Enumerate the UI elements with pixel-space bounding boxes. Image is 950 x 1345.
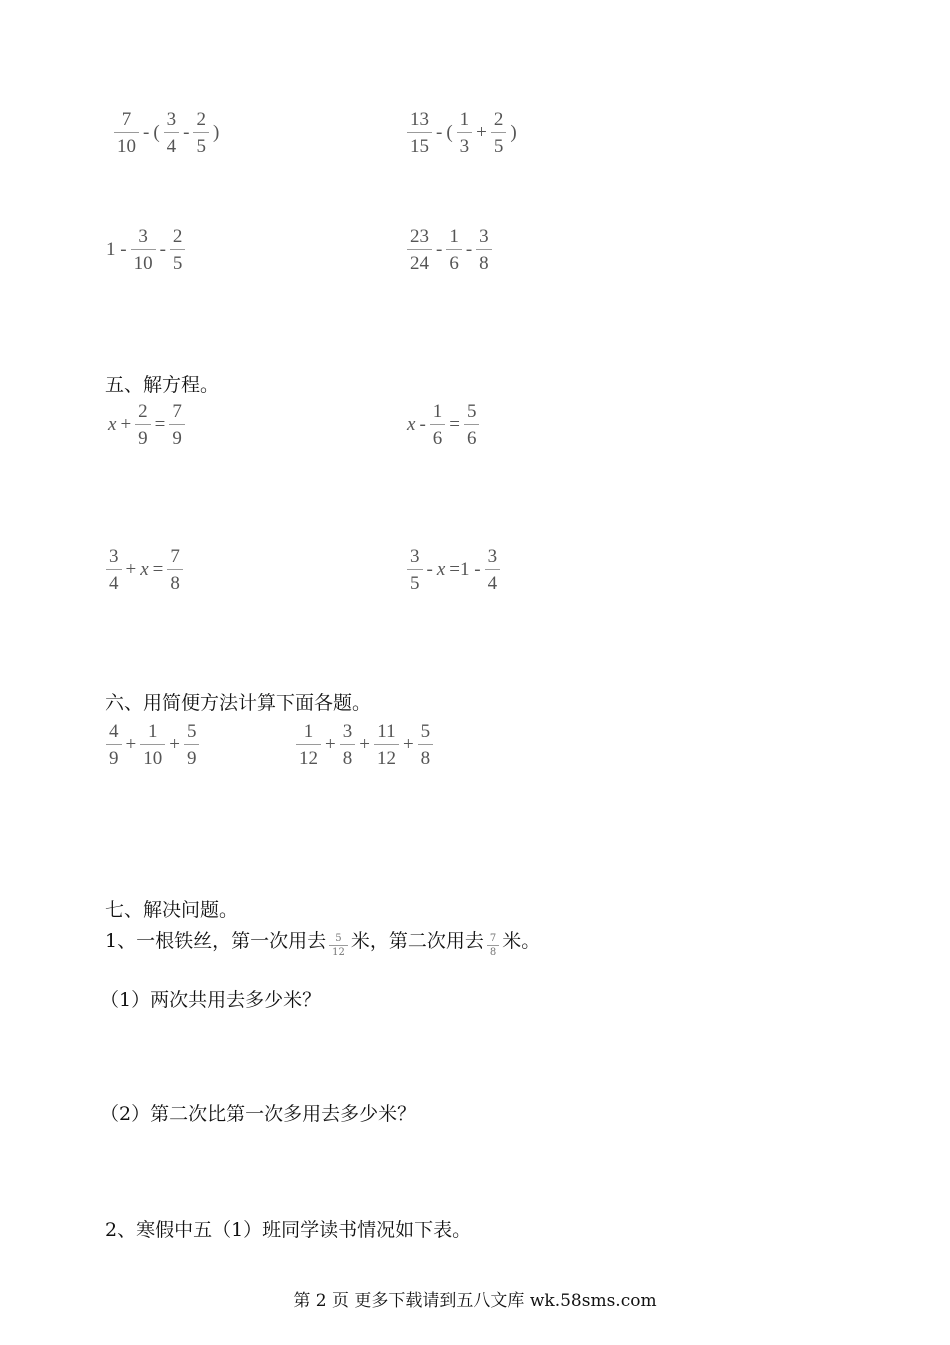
fraction-numerator: 2 <box>196 109 206 130</box>
fraction-numerator: 3 <box>109 546 119 567</box>
fraction-numerator: 3 <box>342 721 353 742</box>
fraction-denominator: 9 <box>138 428 148 449</box>
fraction <box>131 227 156 273</box>
operator: + <box>476 122 487 143</box>
fraction-numerator: 3 <box>166 109 177 130</box>
fraction-numerator: 2 <box>172 226 183 247</box>
problem-1-question-1: （1）两次共用去多少米？ <box>100 989 322 1011</box>
operator: ) <box>510 122 517 143</box>
fraction-denominator: 15 <box>410 136 429 157</box>
operator: ) <box>212 122 220 143</box>
operator: = <box>152 559 164 580</box>
fraction <box>167 547 183 593</box>
operator: + <box>120 414 132 435</box>
fraction-denominator: 8 <box>170 573 180 594</box>
variable: x <box>108 414 117 435</box>
fraction-denominator: 6 <box>449 253 459 274</box>
fraction-numerator: 3 <box>479 226 489 247</box>
fraction-denominator: 3 <box>459 136 470 157</box>
fraction <box>106 722 122 768</box>
operator: =1 - <box>449 559 481 580</box>
operator: + <box>325 734 336 755</box>
fraction <box>340 722 356 768</box>
fraction <box>170 227 186 273</box>
operator: - <box>419 414 426 435</box>
fraction-denominator: 4 <box>109 573 119 594</box>
fraction-numerator: 5 <box>420 721 431 742</box>
calc-expression-3 <box>104 227 187 273</box>
fraction-numerator: 3 <box>138 226 148 247</box>
fraction-numerator: 3 <box>487 546 498 567</box>
fraction-denominator: 4 <box>487 573 498 594</box>
fraction-denominator: 10 <box>143 748 163 769</box>
operator: 1 - <box>106 239 127 260</box>
fraction-numerator: 2 <box>493 109 504 130</box>
fraction-denominator: 12 <box>299 748 318 769</box>
fraction-numerator: 11 <box>377 721 396 742</box>
fraction <box>485 547 501 593</box>
operator: = <box>449 414 460 435</box>
fraction-denominator: 9 <box>186 748 197 769</box>
fraction-numerator: 23 <box>410 226 429 247</box>
fraction-denominator: 10 <box>133 253 153 274</box>
fraction-numerator: 13 <box>410 109 429 130</box>
problem-1-fraction-first: $\frac{5}{12}$ <box>329 934 348 958</box>
fraction <box>135 402 151 448</box>
fraction-numerator: 1 <box>147 721 158 742</box>
operator: - <box>426 559 433 580</box>
simplify-problem-2 <box>294 722 435 768</box>
fraction <box>418 722 434 768</box>
fraction-denominator: 5 <box>196 136 206 157</box>
operator: + <box>125 734 137 755</box>
fraction-denominator: 12 <box>376 748 396 769</box>
problem-1-question-2: （2）第二次比第一次多用去多少米？ <box>100 1103 417 1125</box>
section-6-title: 六、用简便方法计算下面各题。 <box>105 692 372 714</box>
problem-1-text-a: 1、一根铁丝，第一次用去 <box>105 930 327 952</box>
fraction-denominator: 24 <box>410 253 429 274</box>
fraction <box>374 722 399 768</box>
fraction <box>430 402 446 448</box>
fraction <box>296 722 321 768</box>
equation-1 <box>106 402 187 448</box>
simplify-problem-1 <box>104 722 201 768</box>
fraction-denominator: 8 <box>479 253 489 274</box>
fraction-denominator: 6 <box>466 428 477 449</box>
fraction-numerator: 1 <box>432 401 443 422</box>
fraction-denominator: 9 <box>172 428 182 449</box>
fraction-numerator: 1 <box>459 109 470 130</box>
fraction-numerator: 5 <box>186 721 197 742</box>
fraction-denominator: 5 <box>493 136 504 157</box>
fraction-numerator: 7 <box>170 546 180 567</box>
fraction-denominator: 8 <box>342 748 353 769</box>
fraction <box>106 547 122 593</box>
equation-3 <box>104 547 185 593</box>
fraction-numerator: 1 <box>449 226 459 247</box>
fraction-denominator: 9 <box>109 748 119 769</box>
operator: ( <box>153 122 160 143</box>
section-5-title: 五、解方程。 <box>105 374 220 396</box>
fraction-numerator: 7 <box>121 109 132 130</box>
problem-2-statement: 2、寒假中五（1）班同学读书情况如下表。 <box>105 1219 472 1241</box>
operator: + <box>402 734 414 755</box>
operator: + <box>169 734 180 755</box>
fraction-denominator: 4 <box>166 136 177 157</box>
operator: + <box>359 734 370 755</box>
operator: - <box>143 122 150 143</box>
fraction <box>407 227 432 273</box>
fraction-denominator: 8 <box>420 748 431 769</box>
equation-2 <box>405 402 481 448</box>
operator: ( <box>446 122 453 143</box>
equation-4 <box>405 547 502 593</box>
problem-1-statement <box>105 926 541 958</box>
fraction <box>193 110 209 156</box>
variable: x <box>140 559 149 580</box>
fraction <box>491 110 507 156</box>
fraction <box>407 547 423 593</box>
fraction <box>114 110 139 156</box>
variable: x <box>407 414 416 435</box>
fraction <box>407 110 432 156</box>
fraction-denominator: 5 <box>410 573 420 594</box>
problem-1-text-b: 米，第二次用去 <box>350 930 484 952</box>
operator: - <box>436 122 443 143</box>
calc-expression-1 <box>112 110 221 156</box>
fraction <box>169 402 185 448</box>
problem-1-fraction-second: $\frac{7}{8}$ <box>487 934 499 958</box>
fraction <box>446 227 462 273</box>
operator: - <box>183 122 190 143</box>
fraction-denominator: 10 <box>117 136 136 157</box>
variable: x <box>436 559 446 580</box>
fraction-numerator: 5 <box>466 401 477 422</box>
fraction <box>140 722 165 768</box>
fraction <box>476 227 492 273</box>
calc-expression-2 <box>405 110 519 156</box>
section-7-title: 七、解决问题。 <box>105 899 239 921</box>
fraction <box>184 722 200 768</box>
operator: + <box>125 559 137 580</box>
fraction-numerator: 7 <box>172 401 182 422</box>
problem-1-text-c: 米。 <box>502 930 541 952</box>
fraction-denominator: 5 <box>172 253 183 274</box>
fraction-numerator: 3 <box>410 546 420 567</box>
fraction-numerator: 4 <box>109 721 119 742</box>
fraction-numerator: 2 <box>138 401 148 422</box>
calc-expression-4 <box>405 227 494 273</box>
fraction <box>464 402 480 448</box>
fraction-denominator: 6 <box>432 428 443 449</box>
fraction-numerator: 1 <box>303 721 314 742</box>
fraction <box>164 110 180 156</box>
fraction <box>457 110 473 156</box>
operator: - <box>159 239 166 260</box>
operator: - <box>436 239 443 260</box>
operator: = <box>154 414 166 435</box>
operator: - <box>465 239 473 260</box>
page-footer: 第 2 页 更多下载请到五八文库 wk.58sms.com <box>293 1291 657 1311</box>
